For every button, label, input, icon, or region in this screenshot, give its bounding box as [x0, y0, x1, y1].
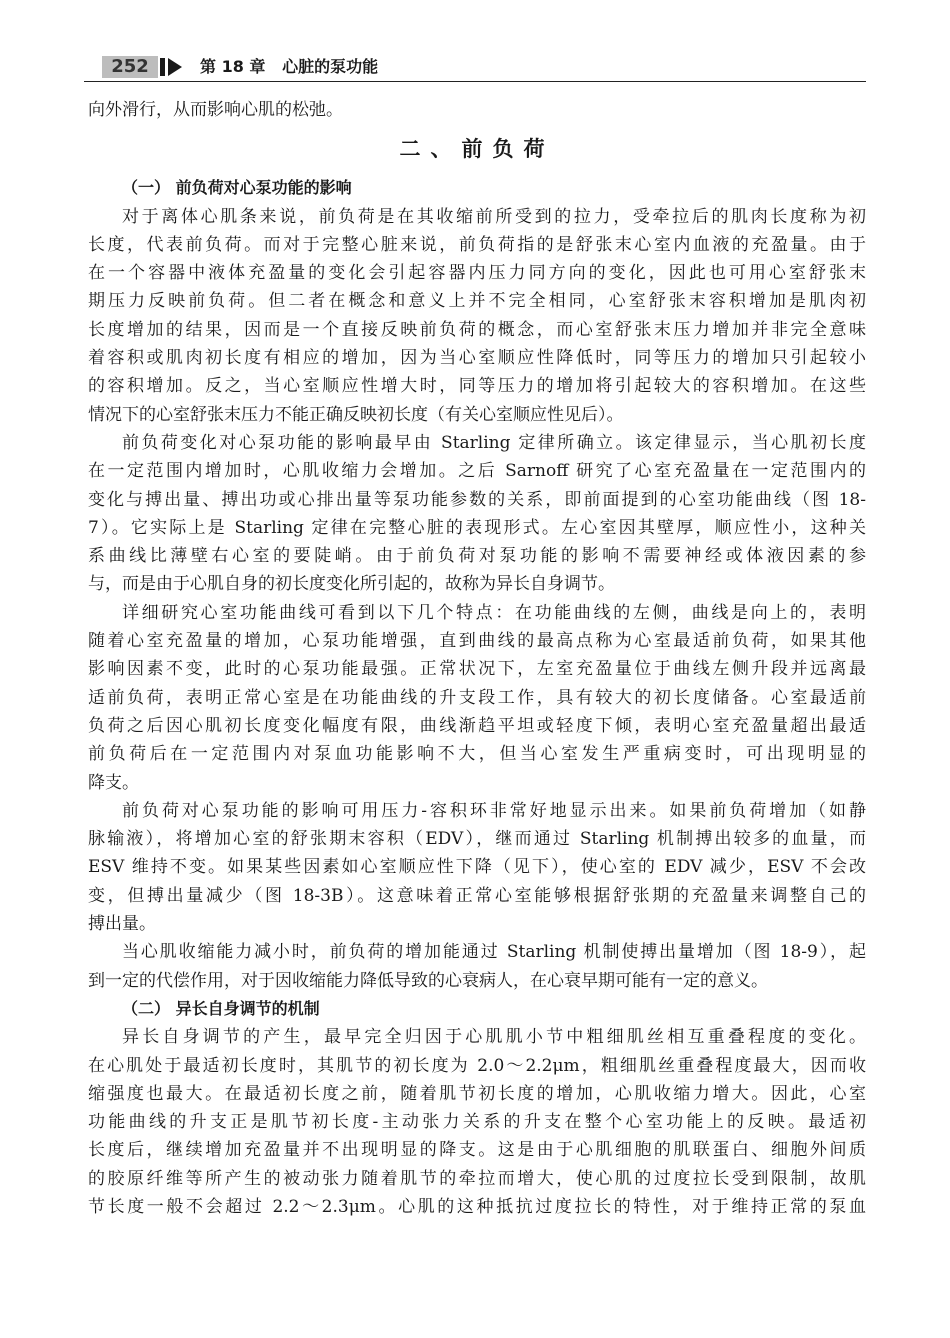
subsection-heading: （一） 前负荷对心泵功能的影响	[122, 178, 352, 198]
paragraph-first-line: 异长自身调节的产生，最早完全归因于心肌肌小节中粗细肌丝相互重叠程度的变化。	[122, 1027, 866, 1048]
paragraph-first-line: 前负荷变化对心泵功能的影响最早由 Starling 定律所确立。该定律显示，当心肌初长度	[122, 432, 866, 453]
paragraph-first-line: 详细研究心室功能曲线可看到以下几个特点：在功能曲线的左侧，曲线是向上的，表明	[122, 602, 866, 623]
text-line: 向外滑行，从而影响心肌的松弛。	[88, 100, 343, 120]
text-line: 在心肌处于最适初长度时，其肌节的初长度为 2.0～2.2μm，粗细肌丝重叠程度最大，因而收	[88, 1055, 866, 1076]
text-line: 前负荷后在一定范围内对泵血功能影响不大，但当心室发生严重病变时，可出现明显的	[88, 744, 866, 765]
text-line: 降支。	[88, 772, 139, 793]
text-line: 在一个容器中液体充盈量的变化会引起容器内压力同方向的变化，因此也可用心室舒张末	[88, 263, 866, 284]
paragraph-first-line: 当心肌收缩能力减小时，前负荷的增加能通过 Starling 机制使搏出量增加（图 18-9），起	[122, 942, 866, 963]
section-title: 二、前负荷	[399, 136, 555, 162]
play-arrow-icon	[168, 58, 182, 76]
text-line: 的胶原纤维等所产生的被动张力随着肌节的牵拉而增大，使心肌的过度拉长受到限制，故肌	[88, 1168, 866, 1189]
text-line: 情况下的心室舒张末压力不能正确反映初长度（有关心室顺应性见后）。	[88, 404, 624, 425]
text-line: 搏出量。	[88, 914, 156, 935]
text-line: 长度后，继续增加充盈量并不出现明显的降支。这是由于心肌细胞的肌联蛋白、细胞外间质	[88, 1140, 866, 1161]
text-line: 随着心室充盈量的增加，心泵功能增强，直到曲线的最高点称为心室最适前负荷，如果其他	[88, 631, 866, 652]
text-line: 与，而是由于心肌自身的初长度变化所引起的，故称为异长自身调节。	[88, 574, 615, 595]
text-line: 影响因素不变，此时的心泵功能最强。正常状况下，左室充盈量位于曲线左侧升段并远离最	[88, 659, 866, 680]
chapter-title: 第 18 章 心脏的泵功能	[200, 57, 379, 76]
text-line: 长度增加的结果，因而是一个直接反映前负荷的概念，而心室舒张末压力增加并非完全意味	[88, 319, 866, 340]
text-line: 在一定范围内增加时，心肌收缩力会增加。之后 Sarnoff 研究了心室充盈量在一定范围内的	[88, 461, 866, 482]
text-line: 变，但搏出量减少（图 18-3B）。这意味着正常心室能够根据舒张期的充盈量来调整自己的	[88, 885, 866, 906]
paragraph-first-line: 前负荷对心泵功能的影响可用压力-容积环非常好地显示出来。如果前负荷增加（如静	[122, 800, 866, 821]
text-line: 着容积或肌肉初长度有相应的增加，因为当心室顺应性降低时，同等压力的增加只引起较小	[88, 348, 866, 369]
text-line: 7）。它实际上是 Starling 定律在完整心脏的表现形式。左心室因其壁厚，顺应性小，这种关	[88, 517, 866, 538]
header-rule	[84, 81, 866, 82]
subsection-heading: （二） 异长自身调节的机制	[122, 998, 320, 1018]
page-number: 252	[102, 56, 158, 78]
text-line: 变化与搏出量、搏出功或心排出量等泵功能参数的关系，即前面提到的心室功能曲线（图 18-	[88, 489, 866, 510]
paragraph-first-line: 对于离体心肌条来说，前负荷是在其收缩前所受到的拉力，受牵拉后的肌肉长度称为初	[122, 206, 866, 227]
text-line: 负荷之后因心肌初长度变化幅度有限，曲线渐趋平坦或轻度下倾，表明心室充盈量超出最适	[88, 715, 866, 736]
text-line: 的容积增加。反之，当心室顺应性增大时，同等压力的增加将引起较大的容积增加。在这些	[88, 376, 866, 397]
text-line: 适前负荷，表明正常心室是在功能曲线的升支段工作，具有较大的初长度储备。心室最适前	[88, 687, 866, 708]
text-line: 期压力反映前负荷。但二者在概念和意义上并不完全相同，心室舒张末容积增加是肌肉初	[88, 291, 866, 312]
text-line: ESV 维持不变。如果某些因素如心室顺应性下降（见下），使心室的 EDV 减少，ESV 不会改	[88, 857, 866, 878]
text-line: 系曲线比薄壁右心室的要陡峭。由于前负荷对泵功能的影响不需要神经或体液因素的参	[88, 546, 866, 567]
body-text	[88, 96, 866, 1221]
header-bar-mark	[160, 58, 165, 76]
page-header	[88, 56, 866, 80]
text-line: 到一定的代偿作用，对于因收缩能力降低导致的心衰病人，在心衰早期可能有一定的意义。	[88, 970, 768, 991]
text-line: 节长度一般不会超过 2.2～2.3μm。心肌的这种抵抗过度拉长的特性，对于维持正常的泵血	[88, 1196, 866, 1217]
text-line: 缩强度也最大。在最适初长度之前，随着肌节初长度的增加，心肌收缩力增大。因此，心室	[88, 1083, 866, 1104]
text-line: 脉输液），将增加心室的舒张期末容积（EDV），继而通过 Starling 机制搏出较多的血量，而	[88, 829, 866, 850]
text-line: 长度，代表前负荷。而对于完整心脏来说，前负荷指的是舒张末心室内血液的充盈量。由于	[88, 234, 866, 255]
text-line: 功能曲线的升支正是肌节初长度-主动张力关系的升支在整个心室功能上的反映。最适初	[88, 1112, 866, 1133]
